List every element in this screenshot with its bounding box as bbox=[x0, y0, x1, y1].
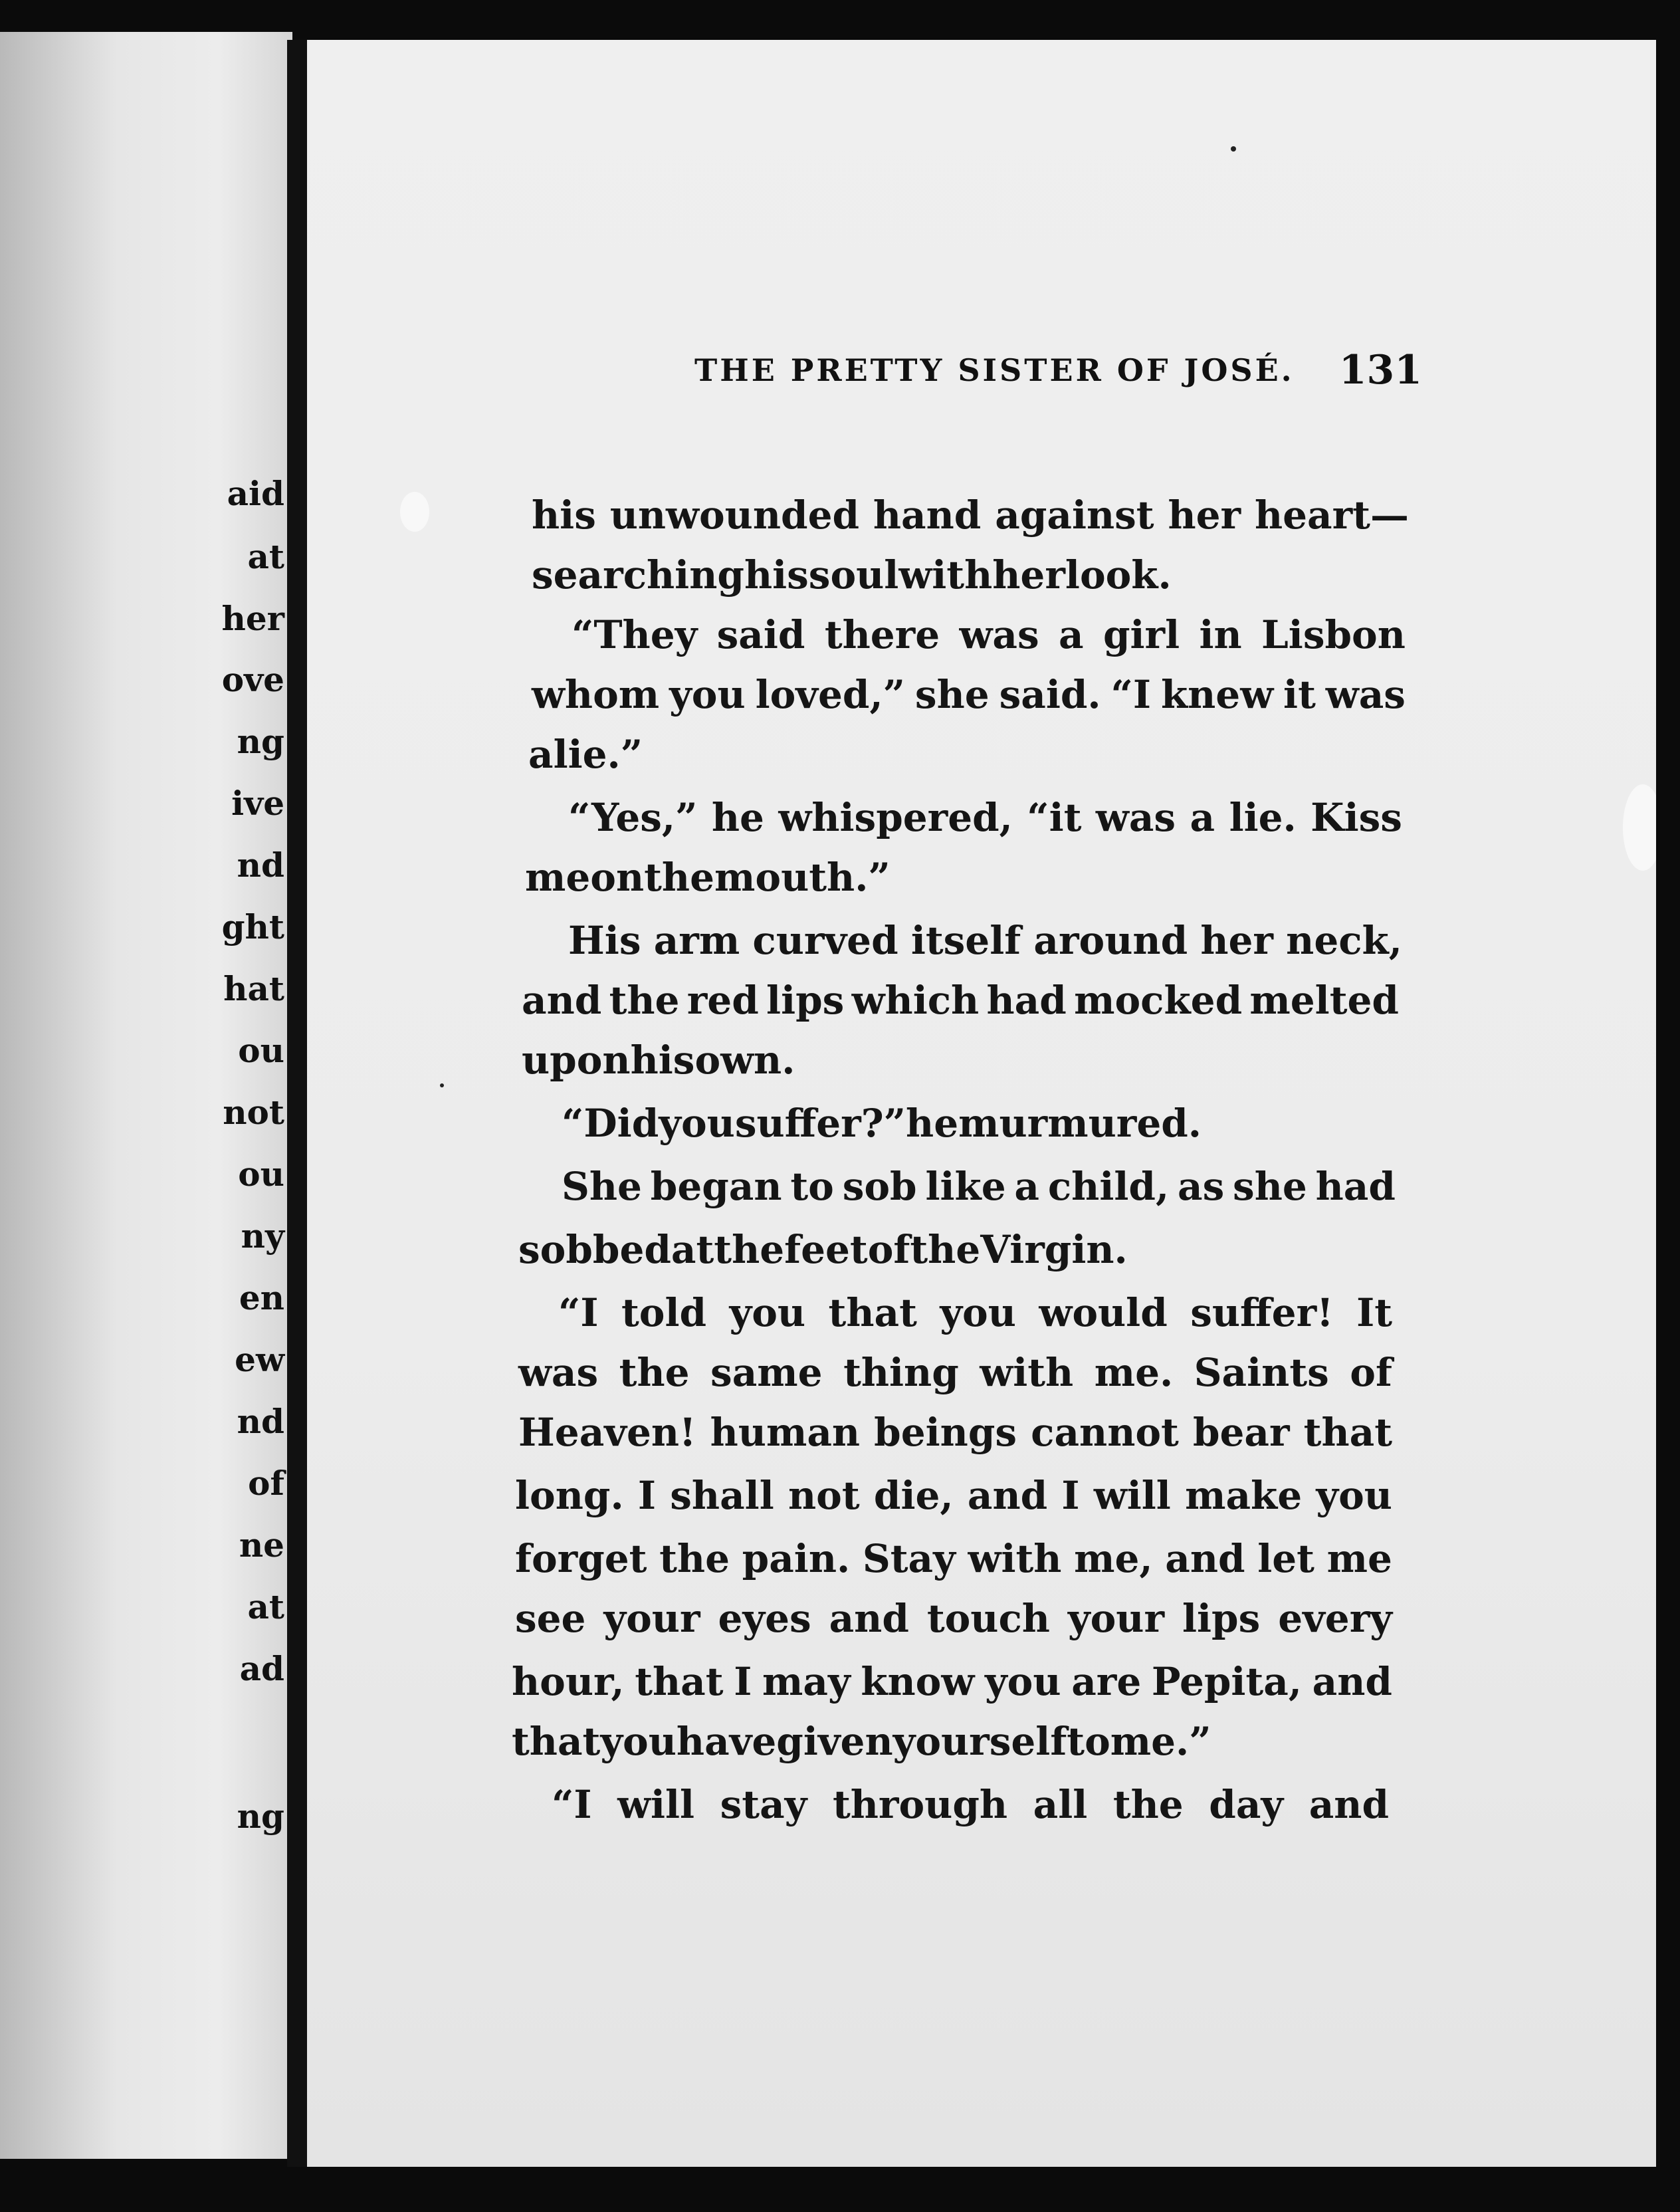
text-line bbox=[512, 1715, 1216, 1768]
word: the bbox=[644, 855, 715, 900]
word: you bbox=[729, 1290, 806, 1335]
text-line bbox=[558, 1286, 1392, 1339]
text-line bbox=[518, 1346, 1392, 1399]
text-line bbox=[532, 668, 1406, 721]
word: mouth.” bbox=[714, 855, 891, 900]
facing-page-fragment: of bbox=[248, 1464, 284, 1503]
word: hand bbox=[873, 493, 982, 538]
text-line bbox=[518, 1223, 1170, 1276]
word: his bbox=[532, 493, 596, 538]
word: there bbox=[824, 612, 940, 657]
word: a bbox=[1014, 1164, 1040, 1209]
word: the bbox=[1112, 1782, 1184, 1827]
word: I bbox=[734, 1659, 752, 1704]
word: “Yes,” bbox=[568, 795, 698, 840]
word: like bbox=[925, 1164, 1006, 1209]
page-number: 131 bbox=[1338, 347, 1422, 393]
word: in bbox=[1199, 612, 1242, 657]
word: at bbox=[671, 1227, 714, 1272]
word: look. bbox=[1065, 552, 1172, 598]
word: unwounded bbox=[609, 493, 860, 538]
word: arm bbox=[653, 918, 740, 963]
word: thing bbox=[843, 1350, 959, 1395]
word: and bbox=[829, 1596, 909, 1641]
word: suffer! bbox=[1190, 1290, 1334, 1335]
word: touch bbox=[926, 1596, 1050, 1641]
word: was bbox=[1095, 795, 1176, 840]
text-line bbox=[515, 1532, 1392, 1585]
running-title: THE PRETTY SISTER OF JOSÉ. bbox=[694, 352, 1295, 388]
word: I bbox=[1061, 1473, 1080, 1518]
word: her bbox=[1200, 918, 1273, 963]
facing-page-fragment: nd bbox=[237, 1402, 284, 1441]
text-line bbox=[515, 1469, 1392, 1522]
word: you bbox=[659, 1101, 735, 1146]
word: sob bbox=[842, 1164, 917, 1209]
word: had bbox=[986, 978, 1067, 1023]
word: as bbox=[1177, 1164, 1225, 1209]
print-speck bbox=[440, 1083, 444, 1087]
word: her bbox=[992, 552, 1065, 598]
text-line bbox=[568, 914, 1402, 967]
word: make bbox=[1185, 1473, 1303, 1518]
text-line bbox=[522, 974, 1399, 1027]
word: he bbox=[711, 795, 764, 840]
word: child, bbox=[1047, 1164, 1170, 1209]
word: through bbox=[832, 1782, 1008, 1827]
word: soul bbox=[808, 552, 899, 598]
word: the bbox=[619, 1350, 690, 1395]
word: and bbox=[1165, 1536, 1245, 1581]
word: day bbox=[1209, 1782, 1284, 1827]
word: told bbox=[621, 1290, 707, 1335]
word: that bbox=[1303, 1410, 1392, 1455]
word: searching bbox=[532, 552, 744, 598]
word: knew bbox=[1160, 672, 1274, 717]
word: of bbox=[867, 1227, 910, 1272]
word: sobbed bbox=[518, 1227, 671, 1272]
word: and bbox=[1312, 1659, 1392, 1704]
word: beings bbox=[874, 1410, 1017, 1455]
word: whispered, bbox=[778, 795, 1013, 840]
word: lips bbox=[766, 978, 845, 1023]
word: his bbox=[744, 552, 809, 598]
word: the bbox=[609, 978, 680, 1023]
word: stay bbox=[720, 1782, 807, 1827]
word: not bbox=[788, 1473, 860, 1518]
word: he bbox=[906, 1101, 959, 1146]
facing-page-fragment: ny bbox=[241, 1216, 284, 1256]
text-line bbox=[528, 728, 643, 781]
print-speck bbox=[1231, 146, 1236, 152]
word: upon bbox=[522, 1038, 631, 1083]
facing-page-fragment: ou bbox=[238, 1155, 284, 1194]
word: cannot bbox=[1031, 1410, 1179, 1455]
facing-page-fragment: her bbox=[221, 599, 284, 638]
word: will bbox=[1093, 1473, 1171, 1518]
facing-page-fragment: ne bbox=[239, 1525, 284, 1565]
word: that bbox=[828, 1290, 917, 1335]
word: and bbox=[1309, 1782, 1389, 1827]
word: the bbox=[714, 1227, 785, 1272]
word: given bbox=[776, 1719, 893, 1764]
word: and bbox=[967, 1473, 1048, 1518]
word: said. bbox=[999, 672, 1101, 717]
word: know bbox=[861, 1659, 975, 1704]
text-line bbox=[562, 1160, 1396, 1213]
word: was bbox=[518, 1350, 599, 1395]
word: “They bbox=[572, 612, 698, 657]
word: own. bbox=[694, 1038, 795, 1083]
word: on bbox=[590, 855, 645, 900]
word: that bbox=[635, 1659, 724, 1704]
word: yourself bbox=[892, 1719, 1067, 1764]
word: She bbox=[562, 1164, 642, 1209]
word: a bbox=[1190, 795, 1215, 840]
word: will bbox=[617, 1782, 695, 1827]
word: are bbox=[1071, 1659, 1142, 1704]
facing-page-fragment: hat bbox=[223, 969, 284, 1008]
word: you bbox=[1316, 1473, 1392, 1518]
word: loved,” bbox=[755, 672, 905, 717]
word: you bbox=[984, 1659, 1061, 1704]
facing-page-fragment: aid bbox=[227, 474, 284, 513]
word: a bbox=[528, 732, 554, 777]
word: began bbox=[650, 1164, 782, 1209]
word: Lisbon bbox=[1261, 612, 1406, 657]
facing-page-fragment: en bbox=[239, 1278, 284, 1317]
word: long. bbox=[515, 1473, 624, 1518]
word: every bbox=[1278, 1596, 1392, 1641]
word: lips bbox=[1182, 1596, 1261, 1641]
word: Heaven! bbox=[518, 1410, 696, 1455]
facing-page bbox=[0, 32, 292, 2159]
word: feet bbox=[784, 1227, 868, 1272]
word: to bbox=[790, 1164, 834, 1209]
book-gutter bbox=[287, 40, 307, 2167]
word: was bbox=[1325, 672, 1406, 717]
word: whom bbox=[532, 672, 660, 717]
facing-page-fragment: nd bbox=[237, 845, 284, 885]
word: would bbox=[1039, 1290, 1168, 1335]
word: Saints bbox=[1194, 1350, 1329, 1395]
word: let bbox=[1257, 1536, 1314, 1581]
word: the bbox=[659, 1536, 730, 1581]
page-header bbox=[385, 347, 1422, 405]
text-line bbox=[522, 1034, 795, 1087]
word: His bbox=[568, 918, 641, 963]
word: die, bbox=[873, 1473, 954, 1518]
word: around bbox=[1033, 918, 1188, 963]
word: her bbox=[1168, 493, 1241, 538]
word: murmured. bbox=[958, 1101, 1202, 1146]
word: It bbox=[1356, 1290, 1392, 1335]
word: may bbox=[762, 1659, 851, 1704]
word: it bbox=[1283, 672, 1316, 717]
facing-page-fragment: ive bbox=[231, 784, 284, 823]
word: me bbox=[1326, 1536, 1392, 1581]
text-line bbox=[572, 608, 1406, 661]
word: to bbox=[1067, 1719, 1110, 1764]
word: with bbox=[968, 1536, 1062, 1581]
word: your bbox=[603, 1596, 700, 1641]
word: you bbox=[940, 1290, 1016, 1335]
word: have bbox=[676, 1719, 777, 1764]
word: of bbox=[1350, 1350, 1392, 1395]
word: itself bbox=[910, 918, 1021, 963]
word: red bbox=[686, 978, 759, 1023]
word: suffer?” bbox=[734, 1101, 906, 1146]
word: bear bbox=[1192, 1410, 1290, 1455]
word: lie.” bbox=[553, 732, 643, 777]
word: said bbox=[716, 612, 805, 657]
text-line bbox=[568, 791, 1402, 844]
facing-page-fragment: ng bbox=[237, 1797, 284, 1836]
facing-page-fragment: ad bbox=[239, 1649, 284, 1688]
facing-page-fragment: ght bbox=[221, 907, 284, 946]
word: against bbox=[995, 493, 1154, 538]
word: melted bbox=[1249, 978, 1399, 1023]
word: she bbox=[1233, 1164, 1307, 1209]
word: that bbox=[512, 1719, 601, 1764]
word: Virgin. bbox=[980, 1227, 1128, 1272]
word: neck, bbox=[1286, 918, 1402, 963]
text-line bbox=[532, 489, 1409, 542]
word: and bbox=[522, 978, 602, 1023]
text-line bbox=[525, 851, 891, 904]
text-line bbox=[518, 1406, 1392, 1459]
word: with bbox=[898, 552, 993, 598]
word: your bbox=[1067, 1596, 1165, 1641]
word: which bbox=[851, 978, 980, 1023]
word: you bbox=[669, 672, 746, 717]
word: Stay bbox=[862, 1536, 956, 1581]
facing-page-fragment: ou bbox=[238, 1031, 284, 1070]
word: mocked bbox=[1074, 978, 1243, 1023]
word: me, bbox=[1074, 1536, 1153, 1581]
word: shall bbox=[670, 1473, 774, 1518]
word: his bbox=[630, 1038, 695, 1083]
facing-page-fragment: at bbox=[247, 537, 284, 576]
word: girl bbox=[1102, 612, 1180, 657]
word: see bbox=[515, 1596, 586, 1641]
word: eyes bbox=[718, 1596, 811, 1641]
word: me.” bbox=[1110, 1719, 1211, 1764]
word: same bbox=[710, 1350, 823, 1395]
word: was bbox=[959, 612, 1039, 657]
word: she bbox=[914, 672, 990, 717]
facing-page-fragment: ove bbox=[221, 660, 284, 699]
facing-page-fragment: ew bbox=[235, 1340, 284, 1379]
word: had bbox=[1315, 1164, 1396, 1209]
word: curved bbox=[752, 918, 898, 963]
word: all bbox=[1033, 1782, 1088, 1827]
word: “I bbox=[552, 1782, 592, 1827]
paper-blot bbox=[400, 492, 429, 532]
word: “it bbox=[1027, 795, 1082, 840]
word: hour, bbox=[512, 1659, 625, 1704]
word: Kiss bbox=[1311, 795, 1402, 840]
word: “I bbox=[1110, 672, 1152, 717]
word: “I bbox=[558, 1290, 599, 1335]
word: a bbox=[1059, 612, 1084, 657]
facing-page-fragment: not bbox=[223, 1093, 284, 1132]
text-line bbox=[515, 1592, 1392, 1645]
word: heart— bbox=[1254, 493, 1409, 538]
word: I bbox=[637, 1473, 657, 1518]
word: Pepita, bbox=[1151, 1659, 1302, 1704]
word: pain. bbox=[742, 1536, 851, 1581]
word: the bbox=[910, 1227, 981, 1272]
word: with bbox=[980, 1350, 1074, 1395]
word: lie. bbox=[1229, 795, 1297, 840]
facing-page-fragment: ng bbox=[237, 722, 284, 761]
text-line bbox=[552, 1778, 1389, 1831]
word: you bbox=[600, 1719, 677, 1764]
word: “Did bbox=[562, 1101, 659, 1146]
text-line bbox=[562, 1097, 1203, 1150]
word: human bbox=[710, 1410, 861, 1455]
text-line bbox=[532, 548, 1172, 602]
paper-blot bbox=[1623, 784, 1656, 871]
word: me bbox=[525, 855, 591, 900]
word: me. bbox=[1094, 1350, 1174, 1395]
text-line bbox=[512, 1655, 1392, 1708]
word: forget bbox=[515, 1536, 647, 1581]
facing-page-fragment: at bbox=[247, 1587, 284, 1626]
